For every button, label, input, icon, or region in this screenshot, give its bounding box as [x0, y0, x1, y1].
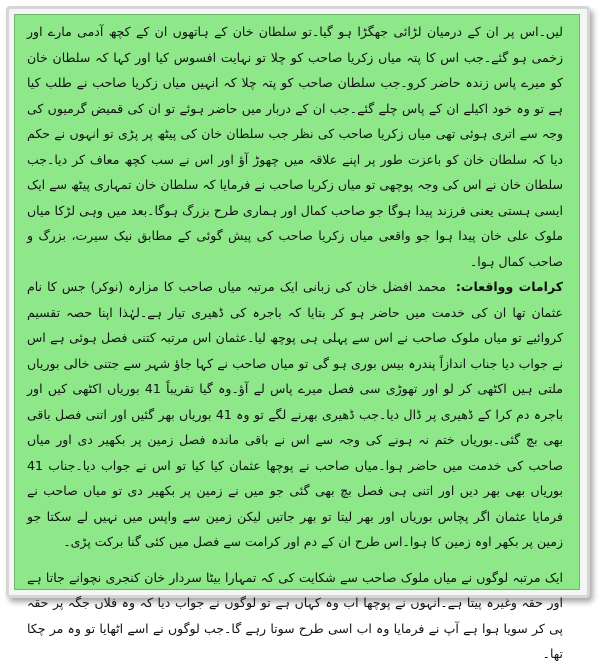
section-heading: کرامات وواقعات:: [455, 279, 563, 294]
paragraph-3: ایک مرتبہ لوگوں نے میاں ملوک صاحب سے شکایت کی کہ تمہارا بیٹا سردار خان کنجری نچوانے جاتا ہے اور حقہ وغیرہ پیتا ہے۔انہوں نے پوچھا اب وہ کہاں ہے تو لوگوں نے جواب دیا کہ وہ فلاں جگہ پر حقہ پی کر سویا ہوا ہے آپ نے فرمایا وہ اب اسی طرح سوتا رہے گا۔جب لوگوں نے اسے اٹھایا تو وہ مر چکا تھا۔: [27, 569, 563, 661]
paragraph-2: [27, 274, 563, 555]
paragraph-1: لیں۔اس پر ان کے درمیان لڑائی جھگڑا ہو گیا۔تو سلطان خان کے ہاتھوں ان کے کچھ آدمی مارے اور زخمی ہو گئے۔جب اس کا پتہ میاں زکریا صاحب کو چلا تو نہایت افسوس کیا اور کہا کہ سلطان خان کو میرے پاس زندہ حاضر کرو۔جب سلطان صاحب کو پتہ چلا کہ انہیں میاں زکریا صاحب نے طلب کیا ہے تو وہ خود اکیلے ان کے پاس چلے گئے۔جب ان کے دربار میں حاضر ہوئے تو ان کی قمیض گرمیوں کی وجہ سے اتری ہوئی تھی میاں زکریا صاحب کی نظر جب سلطان خان کی پیٹھ پر پڑی تو انہوں نے حکم دیا کہ سلطان خان کو باعزت طور پر اپنے علاقہ میں چھوڑ آؤ اور اس نے سب کچھ معاف کر دیا۔جب سلطان خان نے اس کی وجہ پوچھی تو میاں زکریا صاحب نے فرمایا کہ سلطان خان تمہاری پیٹھ سے ایک ایسی ہستی یعنی فرزند پیدا ہوگا جو صاحب کمال اور ہماری طرح بزرگ ہوگا۔بعد میں وہی لڑکا میاں ملوک علی خان پیدا ہوا جو واقعی میاں زکریا صاحب کی پیش گوئی کے مطابق نیک سیرت، بزرگ و صاحب کمال ہوا۔: [27, 24, 563, 269]
document-page: [14, 14, 580, 661]
paragraph-2-body: محمد افضل خان کی زبانی ایک مرتبہ میاں صاحب کا مزارہ (نوکر) جس کا نام عثمان تھا ان کی خدمت میں حاضر ہو کر بتایا کہ باجرہ کی ڈھیری تیار ہے۔لہٰذا اپنا حصہ تقسیم کروائیے تو میاں ملوک صاحب نے اس سے پہلی ہی پوچھ لیا۔عثمان اس مرتبہ کتنی فصل ہوئی ہے اس نے جواب دیا جناب اندازاً پندرہ بیس بوری ہو گی تو میاں صاحب نے کہا جاؤ شہر سے جتنی خالی بوریاں ملتی ہیں اکٹھی کر لو اور تھوڑی سی فصل میرے پاس لے آؤ۔وہ گیا تقریباً 41 بوریاں اکٹھی کیں اور باجرہ دم کرا کے ڈھیری پر ڈال دیا۔جب ڈھیری بھرنے لگے تو وہ 41 بوریاں بھر گئیں اور اتنی فصل باقی بھی بچ گئی۔بوریاں ختم نہ ہونے کی وجہ سے اس نے باقی ماندہ فصل زمین پر بکھیر دی اور میاں صاحب کی خدمت میں حاضر ہوا۔میاں صاحب نے پوچھا عثمان کیا کیا تو اس نے جواب دیا۔جناب 41 بوریاں بھی بھر دیں اور اتنی ہی فصل بچ بھی گئی جو میں نے زمین پر بکھیر دی تو میاں صاحب نے فرمایا عثمان اگر پچاس بوریاں اور بھر لیتا تو بھر جاتیں لیکن زمین سے واپس میں نہیں لے سکتا جو زمین پر بکھر اوہ زمین کا ہوا۔اس طرح ان کے دم اور کرامت سے فصل میں کئی گنا برکت پڑی۔: [27, 279, 564, 549]
paragraph-gap: [27, 555, 563, 565]
